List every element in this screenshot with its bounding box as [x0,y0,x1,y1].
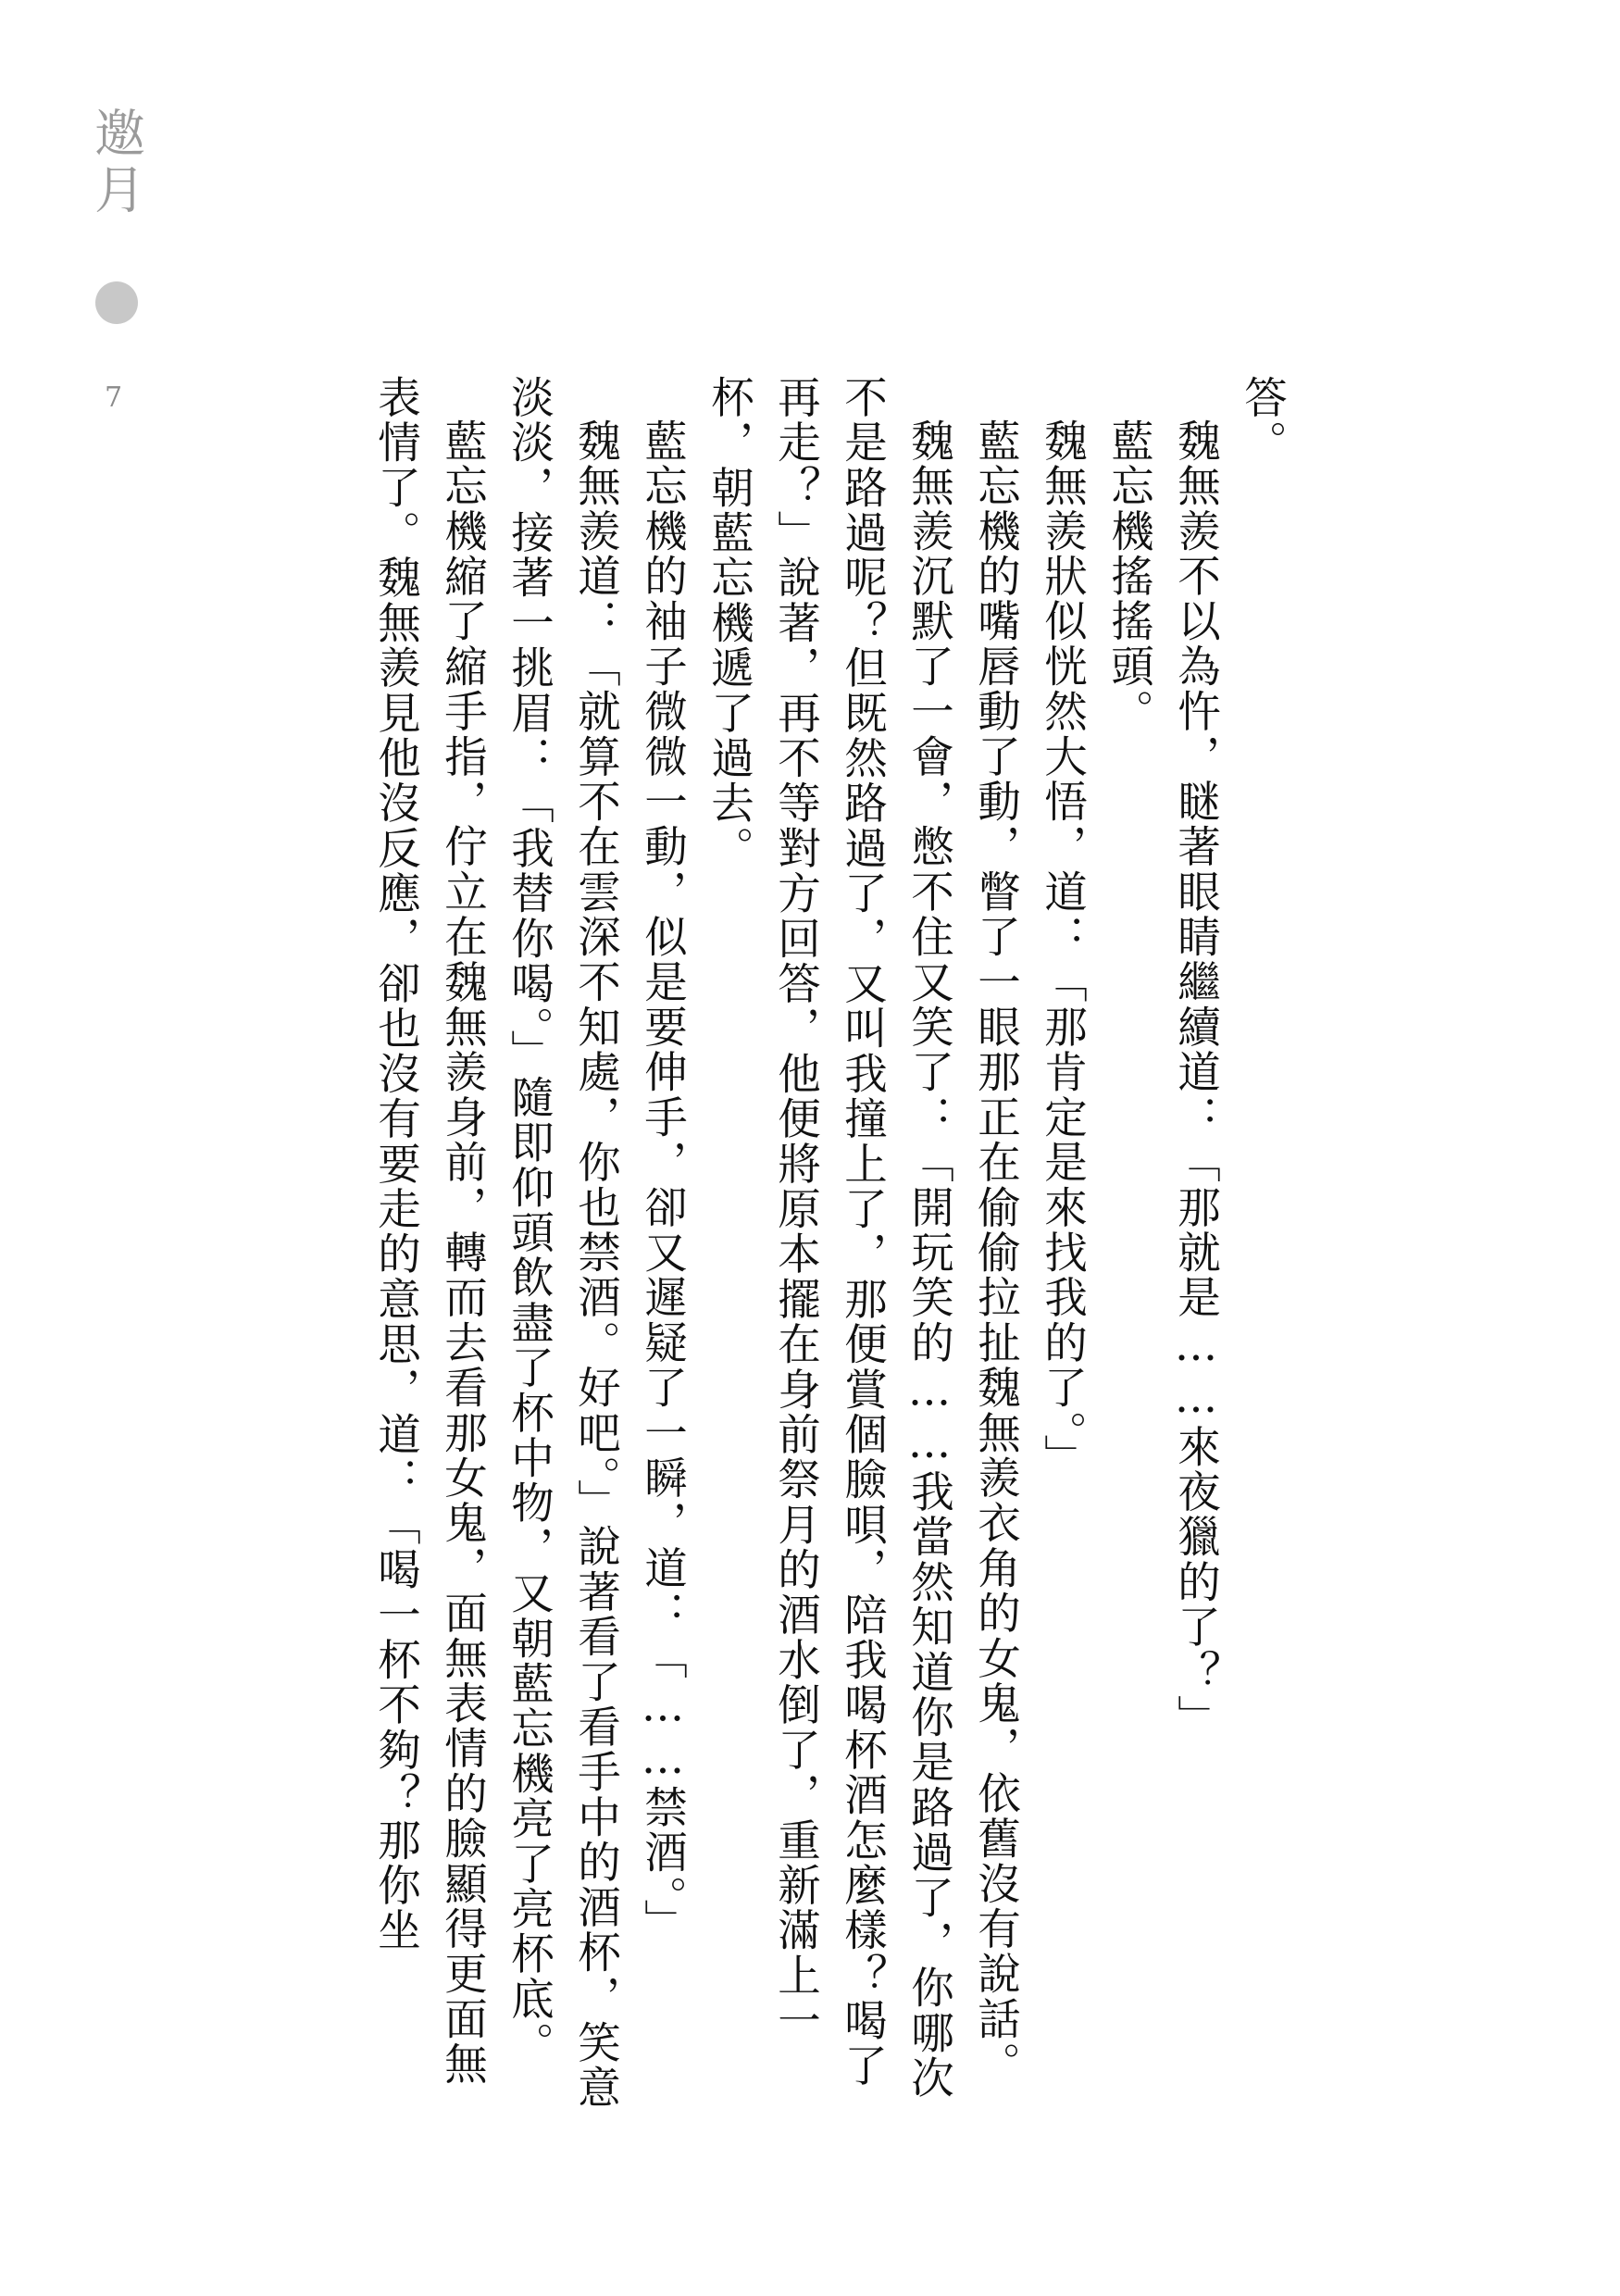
paragraph: 魏無羨道：「就算不在雲深不知處，你也禁酒。好吧。」說著看了看手中的酒杯，笑意淡淡，接著一挑眉：「我替你喝。」隨即仰頭飲盡了杯中物，又朝藍忘機亮了亮杯底。 [505,375,621,2110]
paragraph: 藍忘機搖搖頭。 [1104,418,1154,734]
paragraph: 藍忘機的嘴唇動了動，瞥了一眼那正在偷偷拉扯魏無羨衣角的女鬼，依舊沒有說話。 [971,418,1021,2087]
body-text [185,375,1296,2115]
page-number: 7 [105,381,123,414]
running-header-title: 邀月 [86,106,145,219]
paragraph: 藍忘機的袖子微微一動，似是要伸手，卻又遲疑了一瞬，道：「……禁酒。」 [638,418,688,1944]
paragraph: 魏無羨不以為忤，瞇著眼睛繼續道：「那就是……來夜獵的了？」 [1171,418,1221,1740]
paragraph: 藍忘機縮了縮手指，佇立在魏無羨身前，轉而去看那女鬼，面無表情的臉顯得更面無表情了。魏無羨見他沒反應，卻也沒有要走的意思，道：「喝一杯不夠？那你坐 [371,375,488,2087]
paragraph: 答。 [1238,375,1288,466]
header-dot [95,281,138,324]
paragraph: 魏無羨狀似恍然大悟，道：「那肯定是來找我的了。」 [1038,418,1088,1479]
paragraph: 魏無羨沉默了一會，憋不住又笑了：「開玩笑的……我當然知道你是路過了，你哪次不是路過呢？但既然路過了，又叫我撞上了，那便賞個臉唄，陪我喝杯酒怎麼樣？喝了再走？」說著，再不等對方回答，他便將原本擺在身前祭月的酒水倒了，重新滿上一杯，朝藍忘機遞了過去。 [704,375,954,2101]
